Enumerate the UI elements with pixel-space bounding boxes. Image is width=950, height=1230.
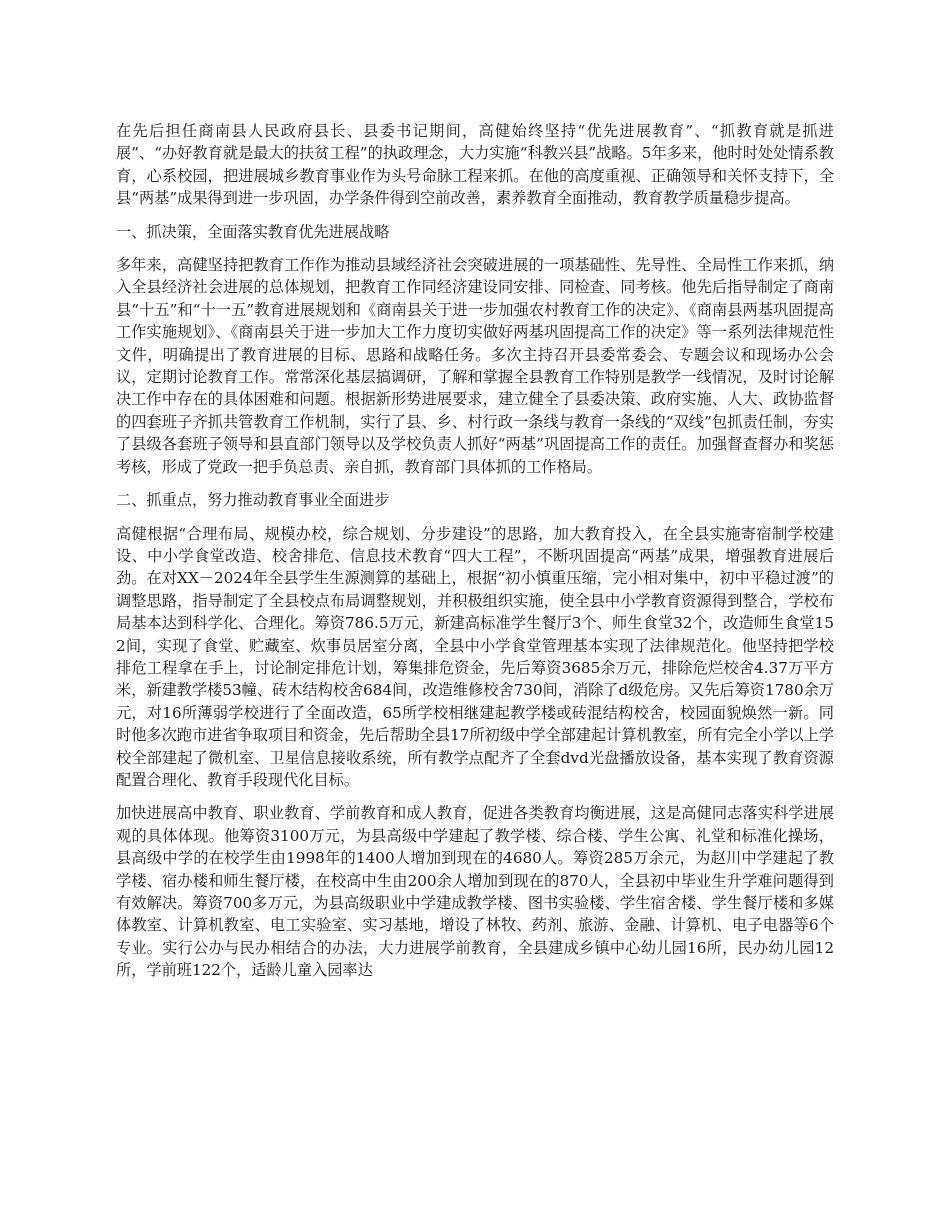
section-2-paragraph-1: 高健根据“合理布局、规模办校，综合规划、分步建设”的思路，加大教育投入，在全县实施寄宿制学校建设、中小学食堂改造、校舍排危、信息技术教育“四大工程”，不断巩固提高“两基”成果，增强教育进展后劲。在对XX－2024年全县学生生源测算的基础上，根据“初小慎重压缩，完小相对集中，初中平稳过渡”的调整思路，指导制定了全县校点布局调整规划，并积极组织实施，使全县中小学教育资源得到整合，学校布局基本达到科学化、合理化。筹资786.5万元，新建高标准学生餐厅3个、师生食堂32个，改造师生食堂152间，实现了食堂、贮藏室、炊事员居室分离，全县中小学食堂管理基本实现了法律规范化。他坚持把学校排危工程拿在手上，讨论制定排危计划，筹集排危资金，先后筹资3685余万元，排除危烂校舍4.37万平方米，新建教学楼53幢、砖木结构校舍684间，改造维修校舍730间，消除了d级危房。又先后筹资1780余万元，对16所薄弱学校进行了全面改造，65所学校相继建起教学楼或砖混结构校舍，校园面貌焕然一新。同时他多次跑市进省争取项目和资金，先后帮助全县17所初级中学全部建起计算机教室，所有完全小学以上学校全部建起了微机室、卫星信息接收系统，所有教学点配齐了全套dvd光盘播放设备，基本实现了教育资源配置合理化、教育手段现代化目标。 <box>116 524 834 789</box>
section-heading-1: 一、抓决策，全面落实教育优先进展战略 <box>116 222 390 241</box>
section-1-paragraph: 多年来，高健坚持把教育工作作为推动县域经济社会突破进展的一项基础性、先导性、全局性工作来抓，纳入全县经济社会进展的总体规划，把教育工作同经济建设同安排、同检查、同考核。他先后指导制定了商南县“十五”和“十一五”教育进展规划和《商南县关于进一步加强农村教育工作的决定》、《商南县两基巩固提高工作实施规划》、《商南县关于进一步加大工作力度切实做好两基巩固提高工作的决定》等一系列法律规范性文件，明确提出了教育进展的目标、思路和战略任务。多次主持召开县委常委会、专题会议和现场办公会议，定期讨论教育工作。常常深化基层搞调研，了解和掌握全县教育工作特别是教学一线情况，及时讨论解决工作中存在的具体困难和问题。根据新形势进展要求，建立健全了县委决策、政府实施、人大、政协监督的四套班子齐抓共管教育工作机制，实行了县、乡、村行政一条线与教育一条线的“双线”包抓责任制，夯实了县级各套班子领导和县直部门领导以及学校负责人抓好“两基”巩固提高工作的责任。加强督查督办和奖惩考核，形成了党政一把手负总责、亲自抓，教育部门具体抓的工作格局。 <box>116 256 834 476</box>
section-heading-2: 二、抓重点，努力推动教育事业全面进步 <box>116 491 390 510</box>
intro-paragraph: 在先后担任商南县人民政府县长、县委书记期间，高健始终坚持“优先进展教育”、“抓教育就是抓进展”、“办好教育就是最大的扶贫工程”的执政理念，大力实施“科教兴县”战略。5年多来，他时时处处情系教育，心系校园，把进展城乡教育事业作为头号命脉工程来抓。在他的高度重视、正确领导和关怀支持下，全县“两基”成果得到进一步巩固，办学条件得到空前改善，素养教育全面推动，教育教学质量稳步提高。 <box>116 122 834 208</box>
section-2-paragraph-2: 加快进展高中教育、职业教育、学前教育和成人教育，促进各类教育均衡进展，这是高健同志落实科学进展观的具体体现。他筹资3100万元，为县高级中学建起了教学楼、综合楼、学生公寓、礼堂和标准化操场，县高级中学的在校学生由1998年的1400人增加到现在的4680人。筹资285万余元，为赵川中学建起了教学楼、宿办楼和师生餐厅楼，在校高中生由200余人增加到现在的870人，全县初中毕业生升学难问题得到有效解决。筹资700多万元，为县高级职业中学建成教学楼、图书实验楼、学生宿舍楼、学生餐厅楼和多媒体教室、计算机教室、电工实验室、实习基地，增设了林牧、药剂、旅游、金融、计算机、电子电器等6个专业。实行公办与民办相结合的办法，大力进展学前教育，全县建成乡镇中心幼儿园16所，民办幼儿园12所，学前班122个，适龄儿童入园率达 <box>116 804 834 980</box>
